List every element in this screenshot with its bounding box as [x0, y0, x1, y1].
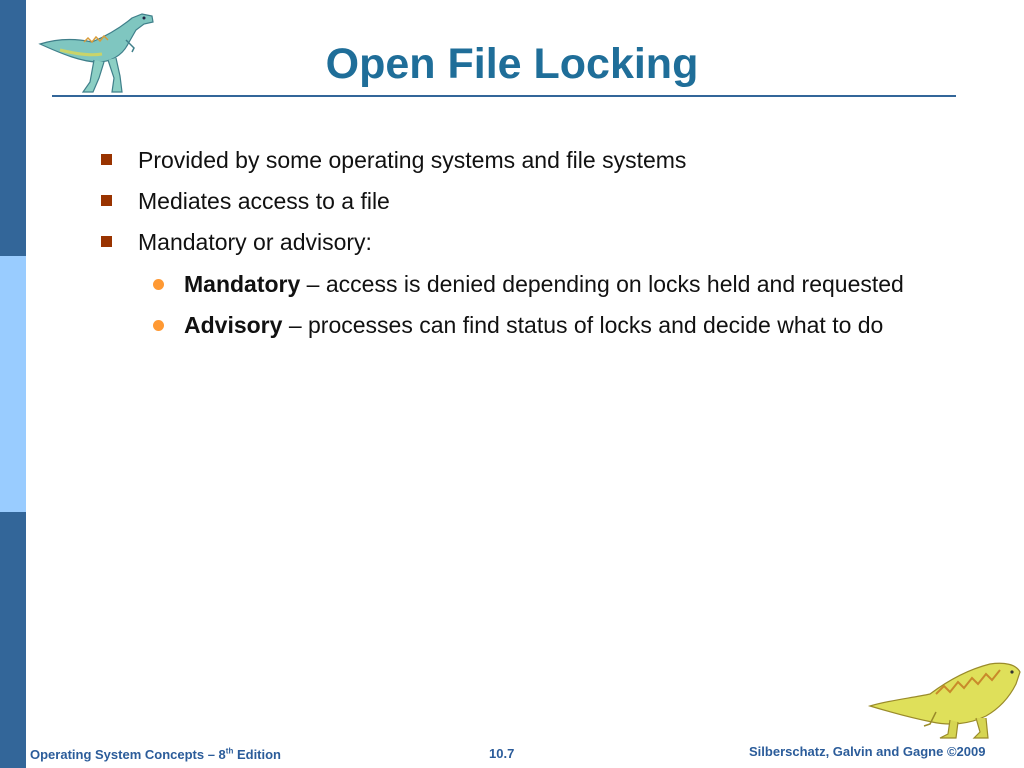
footer-title-text: Operating System Concepts – 8: [30, 747, 226, 762]
round-bullet-icon: [153, 320, 164, 331]
bullet-text: Provided by some operating systems and file systems: [138, 147, 687, 173]
footer-title-edition: Edition: [233, 747, 282, 762]
sub-bullet-text: – access is denied depending on locks held and requested: [300, 271, 904, 297]
bullet-text: Mediates access to a file: [138, 188, 390, 214]
bullet-item: [138, 187, 390, 215]
footer-title-superscript: th: [225, 746, 234, 756]
bullet-item: [138, 228, 372, 256]
footer-book-title: [30, 747, 281, 763]
sub-bullet-term: Mandatory: [184, 271, 301, 297]
square-bullet-icon: [101, 154, 112, 165]
sub-bullet-item: [184, 311, 883, 339]
sub-bullet-item: [184, 270, 904, 298]
sub-bullet-text: – processes can find status of locks and decide what to do: [282, 312, 884, 338]
square-bullet-icon: [101, 195, 112, 206]
page-title: Open File Locking: [325, 40, 699, 88]
round-bullet-icon: [153, 279, 164, 290]
page-number: 10.7: [489, 746, 515, 761]
bullet-text: Mandatory or advisory:: [138, 229, 372, 255]
bullet-item: [138, 146, 686, 174]
square-bullet-icon: [101, 236, 112, 247]
sub-bullet-term: Advisory: [184, 312, 283, 338]
footer-copyright: Silberschatz, Galvin and Gagne ©2009: [749, 744, 986, 759]
dinosaur-icon: [866, 656, 1024, 740]
